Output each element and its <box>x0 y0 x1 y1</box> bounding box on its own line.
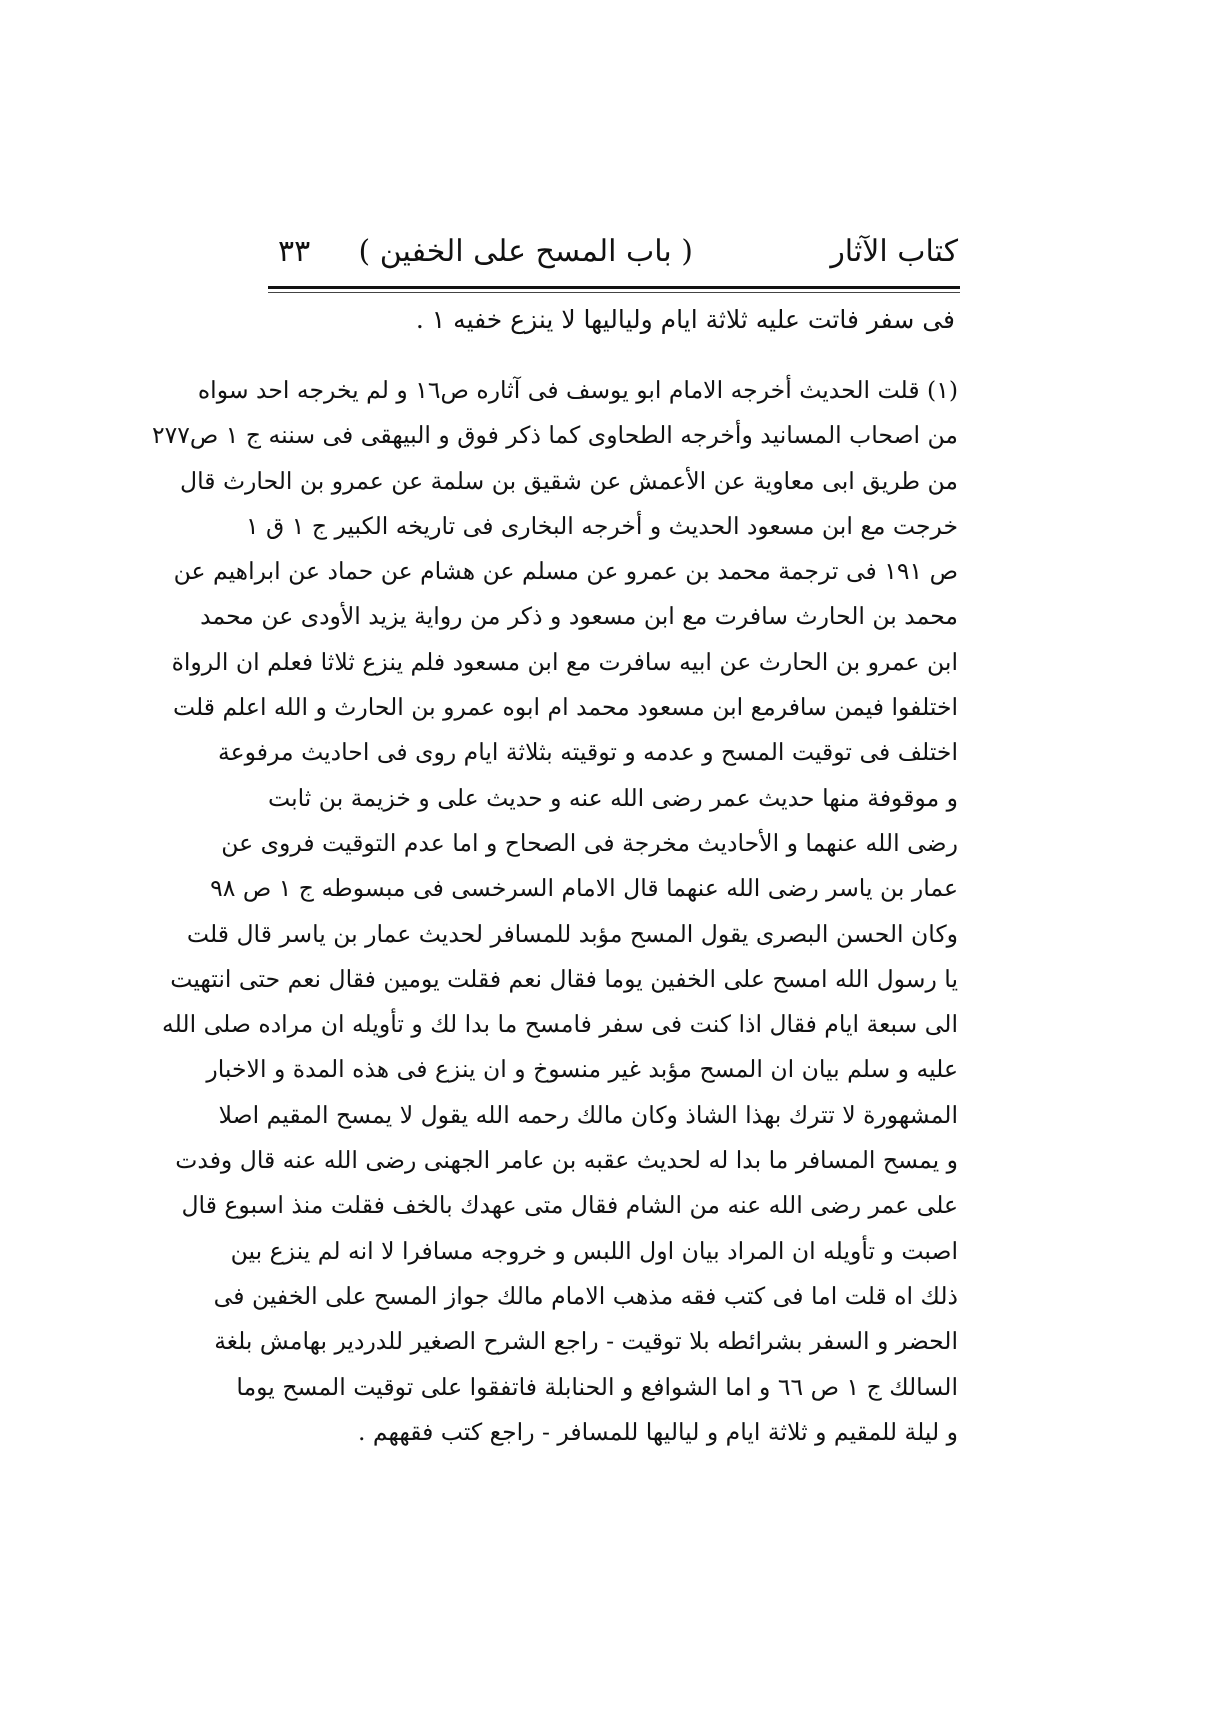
footnote-line: ذلك اه قلت اما فى كتب فقه مذهب الامام مالك جواز المسح على الخفين فى <box>213 1281 958 1310</box>
footnote-line: و ليلة للمقيم و ثلاثة ايام و لياليها للمسافر - راجع كتب فقههم . <box>357 1417 958 1446</box>
footnote-line: من اصحاب المسانيد وأخرجه الطحاوى كما ذكر فوق و البيهقى فى سننه ج ١ ص٢٧٧ <box>152 421 958 450</box>
footnote-line: يا رسول الله امسح على الخفين يوما فقال نعم فقلت يومين فقال نعم حتى انتهيت <box>170 964 958 993</box>
main-text: فى سفر فاتت عليه ثلاثة ايام ولياليها لا ينزع خفيه ١ . <box>415 305 955 334</box>
footnote-line: و يمسح المسافر ما بدا له لحديث عقبه بن عامر الجهنى رضى الله عنه قال وفدت <box>175 1146 958 1175</box>
footnote-line: اختلفوا فيمن سافرمع ابن مسعود محمد ام ابوه عمرو بن الحارث و الله اعلم قلت <box>172 693 958 722</box>
footnote-line: من طريق ابى معاوية عن الأعمش عن شقيق بن سلمة عن عمرو بن الحارث قال <box>180 466 958 495</box>
footnotes <box>152 368 958 1455</box>
footnote-line: عمار بن ياسر رضى الله عنهما قال الامام السرخسى فى مبسوطه ج ١ ص ٩٨ <box>210 874 958 903</box>
footnote-line: وكان الحسن البصرى يقول المسح مؤبد للمسافر لحديث عمار بن ياسر قال قلت <box>186 919 958 948</box>
footnote-line: على عمر رضى الله عنه من الشام فقال متى عهدك بالخف فقلت منذ اسبوع قال <box>181 1191 958 1220</box>
footnote-line: ص ١٩١ فى ترجمة محمد بن عمرو عن مسلم عن هشام عن حماد عن ابراهيم عن <box>173 557 958 586</box>
footnote-line: اصبت و تأويله ان المراد بيان اول اللبس و خروجه مسافرا لا انه لم ينزع بين <box>230 1236 958 1265</box>
footnote-line: الحضر و السفر بشرائطه بلا توقيت - راجع الشرح الصغير للدردير بهامش بلغة <box>214 1327 958 1356</box>
book-title: كتاب الآثار <box>830 234 958 269</box>
footnote-line: و موقوفة منها حديث عمر رضى الله عنه و حديث على و خزيمة بن ثابت <box>268 783 958 812</box>
footnote-line: محمد بن الحارث سافرت مع ابن مسعود و ذكر من رواية يزيد الأودى عن محمد <box>200 602 958 631</box>
footnote-line: ابن عمرو بن الحارث عن ابيه سافرت مع ابن مسعود فلم ينزع ثلاثا فعلم ان الرواة <box>171 647 958 676</box>
footnote-line: خرجت مع ابن مسعود الحديث و أخرجه البخارى فى تاريخه الكبير ج ١ ق ١ <box>245 511 958 540</box>
header-rule-thick <box>268 286 960 289</box>
page-header <box>268 232 958 282</box>
footnote-line: عليه و سلم بيان ان المسح مؤبد غير منسوخ و ان ينزع فى هذه المدة و الاخبار <box>206 1055 958 1084</box>
header-rule-thin <box>268 292 960 293</box>
footnote-line: الى سبعة ايام فقال اذا كنت فى سفر فامسح ما بدا لك و تأويله ان مراده صلى الله <box>162 1010 958 1039</box>
footnote-line: اختلف فى توقيت المسح و عدمه و توقيته بثلاثة ايام روى فى احاديث مرفوعة <box>218 738 958 767</box>
page-number: ٣٣ <box>278 234 311 269</box>
chapter-title: ( باب المسح على الخفين ) <box>358 234 693 269</box>
footnote-line: السالك ج ١ ص ٦٦ و اما الشوافع و الحنابلة فاتفقوا على توقيت المسح يوما <box>236 1372 958 1401</box>
footnote-line: رضى الله عنهما و الأحاديث مخرجة فى الصحاح و اما عدم التوقيت فروى عن <box>221 828 958 857</box>
footnote-line: المشهورة لا تترك بهذا الشاذ وكان مالك رحمه الله يقول لا يمسح المقيم اصلا <box>218 1100 958 1129</box>
footnote-line: (١) قلت الحديث أخرجه الامام ابو يوسف فى آثاره ص١٦ و لم يخرجه احد سواه <box>197 376 958 404</box>
